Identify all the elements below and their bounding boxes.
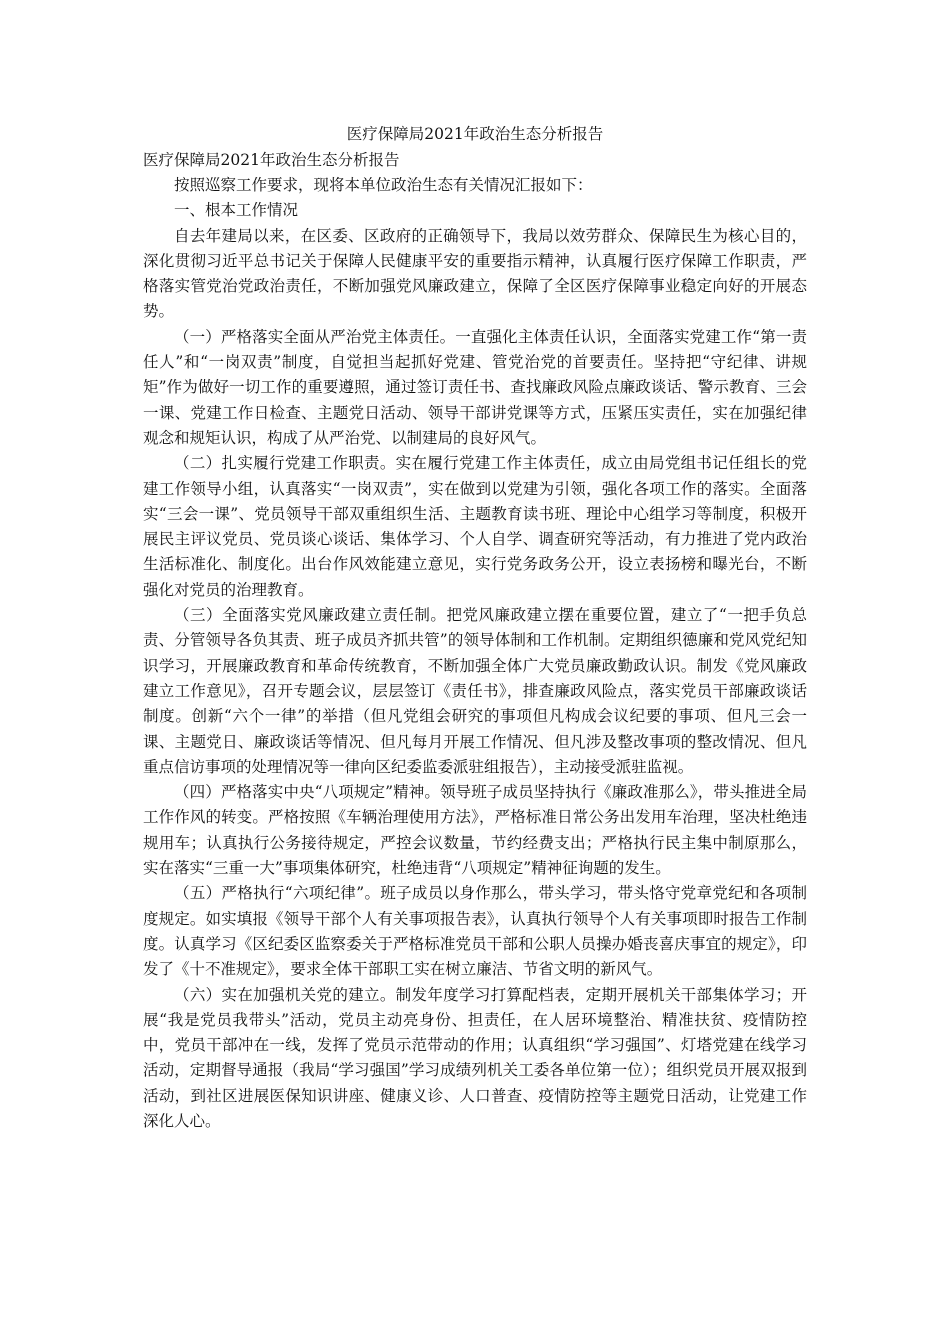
document-page [143, 122, 807, 1134]
body-paragraph: （二）扎实履行党建工作职责。实在履行党建工作主体责任，成立由局党组书记任组长的党建工作领导小组，认真落实“一岗双责”，实在做到以党建为引领，强化各项工作的落实。全面落实“三会一课”、党员领导干部双重组织生活、主题教育读书班、理论中心组学习等制度，积极开展民主评议党员、党员谈心谈话、集体学习、个人自学、调查研究等活动，有力推进了党内政治生活标准化、制度化。出台作风效能建立意见，实行党务政务公开，设立表扬榜和曝光台，不断强化对党员的治理教育。 [143, 454, 807, 599]
body-paragraph: （一）严格落实全面从严治党主体责任。一直强化主体责任认识，全面落实党建工作“第一责任人”和“一岗双责”制度，自觉担当起抓好党建、管党治党的首要责任。坚持把“守纪律、讲规矩”作为做好一切工作的重要遵照，通过签订责任书、查找廉政风险点廉政谈话、警示教育、三会一课、党建工作日检查、主题党日活动、领导干部讲党课等方式，压紧压实责任，实在加强纪律观念和规矩认识，构成了从严治党、以制建局的良好风气。 [143, 327, 807, 447]
document-title: 医疗保障局2021年政治生态分析报告 [346, 125, 604, 143]
document-subtitle: 医疗保障局2021年政治生态分析报告 [143, 151, 400, 169]
body-paragraph: （四）严格落实中央“八项规定”精神。领导班子成员坚持执行《廉政准那么》，带头推进全局工作作风的转变。严格按照《车辆治理使用方法》，严格标准日常公务出发用车治理，坚决杜绝违规用车；认真执行公务接待规定，严控会议数量，节约经费支出；严格执行民主集中制原那么，实在落实“三重一大”事项集体研究，杜绝违背“八项规定”精神征询题的发生。 [143, 783, 807, 878]
body-paragraph: （五）严格执行“六项纪律”。班子成员以身作那么，带头学习，带头恪守党章党纪和各项制度规定。如实填报《领导干部个人有关事项报告表》，认真执行领导个人有关事项即时报告工作制度。认真学习《区纪委区监察委关于严格标准党员干部和公职人员操办婚丧喜庆事宜的规定》，印发了《十不准规定》，要求全体干部职工实在树立廉洁、节省文明的新风气。 [143, 884, 807, 979]
body-paragraph: 自去年建局以来，在区委、区政府的正确领导下，我局以效劳群众、保障民生为核心目的，深化贯彻习近平总书记关于保障人民健康平安的重要指示精神，认真履行医疗保障工作职责，严格落实管党治党政治责任，不断加强党风廉政建立，保障了全区医疗保障事业稳定向好的开展态势。 [143, 226, 807, 321]
intro-paragraph: 按照巡察工作要求，现将本单位政治生态有关情况汇报如下： [174, 176, 593, 194]
body-paragraph: （六）实在加强机关党的建立。制发年度学习打算配档表，定期开展机关干部集体学习；开展“我是党员我带头”活动，党员主动亮身份、担责任，在人居环境整治、精准扶贫、疫情防控中，党员干部冲在一线，发挥了党员示范带动的作用；认真组织“学习强国”、灯塔党建在线学习活动，定期督导通报（我局“学习强国”学习成绩列机关工委各单位第一位）；组织党员开展双报到活动，到社区进展医保知识讲座、健康义诊、人口普查、疫情防控等主题党日活动，让党建工作深化人心。 [143, 985, 807, 1130]
section-heading: 一、根本工作情况 [174, 201, 299, 220]
body-paragraph: （三）全面落实党风廉政建立责任制。把党风廉政建立摆在重要位置，建立了“一把手负总责、分管领导各负其责、班子成员齐抓共管”的领导体制和工作机制。定期组织德廉和党风党纪知识学习，开展廉政教育和革命传统教育，不断加强全体广大党员廉政勤政认识。制发《党风廉政建立工作意见》，召开专题会议，层层签订《责任书》，排查廉政风险点，落实党员干部廉政谈话制度。创新“六个一律”的举措（但凡党组会研究的事项但凡构成会议纪要的事项、但凡三会一课、主题党日、廉政谈话等情况、但凡每月开展工作情况、但凡涉及整改事项的整改情况、但凡重点信访事项的处理情况等一律向区纪委监委派驻组报告），主动接受派驻监视。 [143, 606, 807, 776]
